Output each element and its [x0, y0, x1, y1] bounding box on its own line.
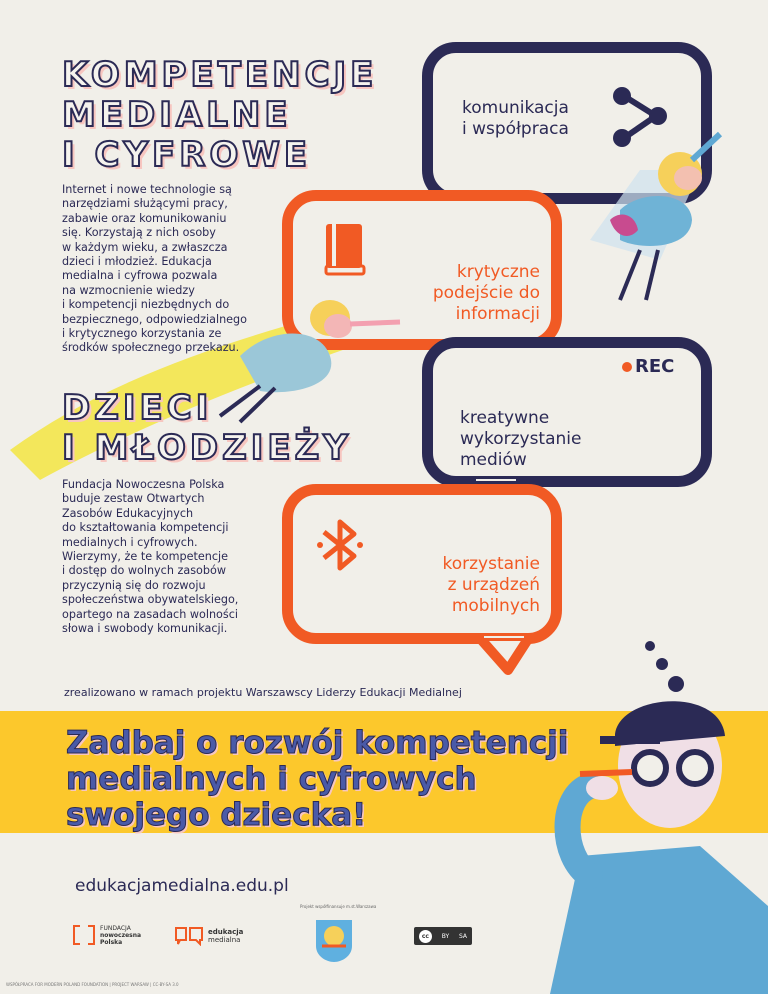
project-credit: zrealizowano w ramach projektu Warszawscy Liderzy Edukacji Medialnej: [64, 686, 462, 699]
flying-child-illustration-left: [200, 296, 410, 426]
bracket-logo-icon: [72, 924, 96, 946]
warszawa-caption: Projekt współfinansuje m.st.Warszawa: [300, 904, 377, 909]
foundation-paragraph: Fundacja Nowoczesna Polska buduje zestaw Otwartych Zasobów Edukacyjnych do kształtowania kompetencji medialnych i cyfrowych. Wierzymy, że te kompetencje i dostęp do wolnych zasobów przyczynią się do rozwoju społeczeństwa obywatelskiego, opartego na zasadach wolności słowa i swobody komunikacji.: [62, 478, 239, 636]
footer-small-print: WSPÓŁPRACA FOR MODERN POLAND FOUNDATION | PROJECT WARSAW | CC-BY-SA 3.0: [6, 982, 179, 987]
rec-badge: REC: [635, 356, 675, 377]
warszawa-logo-icon: [312, 916, 356, 964]
flying-child-illustration-right: [580, 130, 730, 310]
bubble-critical-text: krytyczne podejście do informacji: [432, 262, 540, 324]
bubble-mobile-text: korzystanie z urządzeń mobilnych: [442, 554, 540, 616]
bluetooth-icon: [314, 516, 366, 574]
edukacja-medialna-logo: edukacja medialna: [174, 926, 243, 946]
bubble-communication-text: komunikacja i współpraca: [462, 98, 569, 139]
fundacja-logo: FUNDACJA nowoczesna Polska: [72, 924, 141, 946]
slogan: Zadbaj o rozwój kompetencji medialnych i cyfrowych swojego dziecka!: [66, 725, 569, 833]
speech-logo-icon: [174, 926, 204, 946]
thinking-man-illustration: [520, 676, 768, 994]
book-icon: [322, 222, 368, 278]
section-title-children: DZIECI I MŁODZIEŻY: [62, 388, 352, 468]
intro-paragraph: Internet i nowe technologie są narzędziami służącymi pracy, zabawie oraz komunikowaniu się. Korzystają z nich osoby w każdym wieku, a zwłaszcza dzieci i młodzież. Edukacja medialna i cyfrowa pozwala na wzmocnienie wiedzy i kompetencji niezbędnych do bezpiecznego, odpowiedzialnego i krytycznego korzystania ze środków społecznego przekazu.: [62, 183, 248, 355]
bubble-tail: [478, 636, 538, 676]
website-link[interactable]: edukacjamedialna.edu.pl: [75, 876, 289, 896]
cc-license-badge: cc BY SA: [414, 927, 472, 945]
rec-icon: [622, 356, 674, 377]
main-title: KOMPETENCJE MEDIALNE I CYFROWE: [62, 55, 378, 175]
bubble-creative-text: kreatywne wykorzystanie mediów: [460, 408, 582, 470]
